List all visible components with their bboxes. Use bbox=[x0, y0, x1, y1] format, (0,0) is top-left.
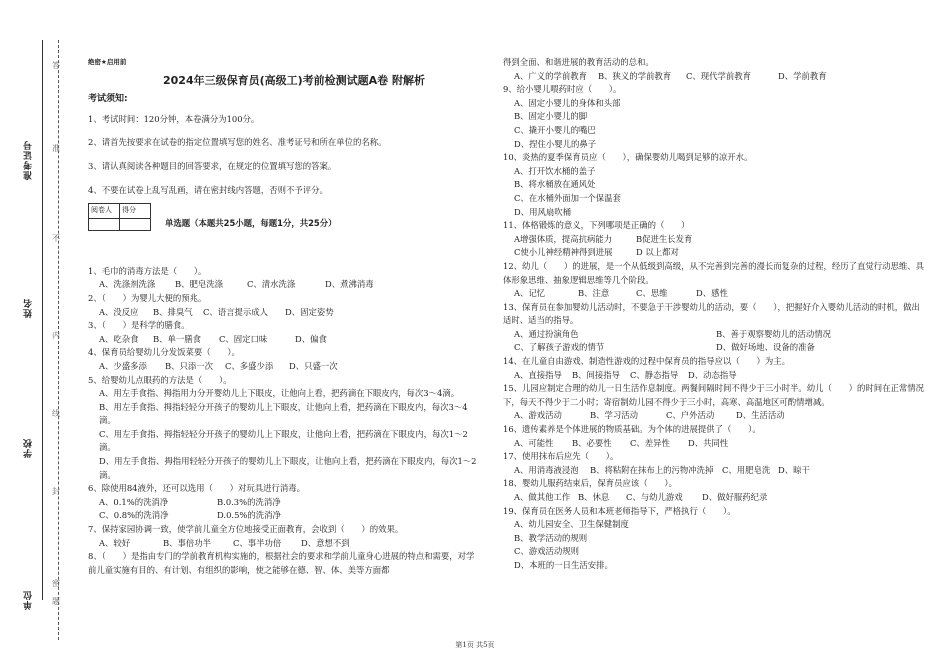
margin-hint: 封 bbox=[52, 487, 60, 496]
option: A、用左手食指、拇指用力分开婴幼儿上下眼皮，让他向上看，把药滴在下眼皮内，每次3～4滴。 bbox=[99, 388, 460, 399]
options: A、吃杂食 B、单一膳食 C、固定口味 D、偏食 bbox=[99, 333, 327, 344]
question: 15、儿园应制定合理的幼儿一日生活作息制度。两餐间隔时间不得少于三小时半。幼儿（ ）的时间在正常情况下，每天不得少于二小时；寄宿制幼儿园不得少于三小时，高寒、高温地区可酌情增减。 bbox=[503, 383, 925, 407]
score-blank[interactable] bbox=[120, 218, 151, 230]
options: A、可能性 B、必要性 C、差异性 D、共同性 bbox=[514, 437, 729, 448]
option: D、用风扇吹桶 bbox=[514, 206, 571, 217]
question: 5、给婴幼儿点眼药的方法是（ ）。 bbox=[88, 374, 232, 385]
notice-list bbox=[88, 113, 480, 197]
option: C、游戏活动规则 bbox=[514, 546, 580, 557]
options: C、0.8%的洗消净 D.0.5%的洗消净 bbox=[99, 510, 281, 521]
option: C、撬开小婴儿的嘴巴 bbox=[514, 124, 596, 135]
label-unit: 单位 bbox=[24, 590, 34, 610]
question: 8、（ ）是指由专门的学前教育机构实施的，根据社会的要求和学前儿童身心进展的特点和需要，对学前儿童实施有目的、有计划、有组织的影响，使之能够在德、智、体、美等方面都 bbox=[88, 551, 475, 575]
question: 16、遗传素养是个体进展的物质基础。为个体的进展提供了（ ）。 bbox=[503, 424, 761, 435]
question: 7、保持家园协调一致，使学前儿童全方位地接受正面教育，会收到（ ）的效果。 bbox=[88, 524, 404, 535]
options: A增强体质，提高抗病能力 B促进生长发育 bbox=[514, 233, 693, 244]
score-table bbox=[88, 203, 151, 231]
left-column bbox=[88, 56, 480, 577]
options: A、洗涤剂洗涤 B、肥皂洗涤 C、清水洗涤 D、煮沸消毒 bbox=[99, 279, 374, 290]
options: A、通过扮演角色 B、善于观察婴幼儿的活动情况 bbox=[514, 328, 832, 339]
notice-item: 2、请首先按要求在试卷的指定位置填写您的姓名、准考证号和所在单位的名称。 bbox=[88, 137, 387, 148]
option: A、固定小婴儿的身体和头部 bbox=[514, 97, 621, 108]
score-cell: 得分 bbox=[120, 204, 151, 219]
options: A、少盛多添 B、只添一次 C、多盛少添 D、只盛一次 bbox=[99, 360, 338, 371]
question: 14、在儿童自由游戏、制造性游戏的过程中保育员的指导应以（ ）为主。 bbox=[503, 356, 791, 367]
notice-item: 1、考试时间：120分钟，本卷满分为100分。 bbox=[88, 113, 260, 124]
section-heading: 单选题（本题共25小题，每题1分，共25分） bbox=[165, 218, 337, 229]
question: 17、使用抹布后应先（ ）。 bbox=[503, 451, 619, 462]
option: B、固定小婴儿的脚 bbox=[514, 111, 588, 122]
margin-hint: 内 bbox=[52, 331, 60, 340]
question: 11、体格锻炼的意义，下列哪项是正确的（ ） bbox=[503, 220, 690, 231]
options: A、直接指导 B、间接指导 C、静态指导 D、动态指导 bbox=[514, 369, 737, 380]
option: D、捏住小婴儿的鼻子 bbox=[514, 138, 597, 149]
grader-cell: 阅卷人 bbox=[89, 204, 120, 219]
right-column bbox=[503, 56, 925, 573]
option: C、在水桶外面加一个保温套 bbox=[514, 192, 621, 203]
options: A、广义的学前教育 B、狭义的学前教育 C、现代学前教育 D、学前教育 bbox=[514, 70, 827, 81]
options: A、0.1%的洗消净 B.0.3%的洗消净 bbox=[99, 496, 281, 507]
margin-hint: 密 bbox=[52, 579, 60, 588]
label-name: 姓名 bbox=[24, 298, 34, 318]
options: A、没反应 B、排臭气 C、语言提示成人 D、固定姿势 bbox=[99, 306, 334, 317]
margin-hint: 不 bbox=[52, 234, 60, 243]
label-school: 学校 bbox=[24, 438, 34, 458]
grader-blank[interactable] bbox=[89, 218, 120, 230]
question: 19、保育员在医务人员和本班老师指导下，严格执行（ ）。 bbox=[503, 505, 736, 516]
question: 9、给小婴儿喂药时应（ ）。 bbox=[503, 84, 622, 95]
binding-margin bbox=[0, 0, 62, 671]
page-title: 2024年三级保育员(高级工)考前检测试题A卷 附解析 bbox=[162, 73, 425, 87]
question: 3、（ ）是科学的膳食。 bbox=[88, 320, 190, 331]
score-row bbox=[88, 203, 480, 231]
options: C、了解孩子游戏的情节 D、做好场地、设备的准备 bbox=[514, 342, 815, 353]
question: 10、炎热的夏季保育员应（ ），确保婴幼儿喝到足够的凉开水。 bbox=[503, 152, 753, 163]
options: A、用消毒液浸泡 B、将粘附在抹布上的污物冲洗掉 C、用肥皂洗 D、晾干 bbox=[514, 464, 810, 475]
margin-hint: 线 bbox=[52, 409, 60, 418]
options: A、做其他工作 B、休息 C、与幼儿游戏 D、做好服药纪录 bbox=[514, 492, 768, 502]
question-continued: 得到全面、和谐进展的教育活动的总和。 bbox=[503, 57, 654, 67]
margin-hint: 答 bbox=[52, 61, 60, 70]
option: D、本班的一日生活安排。 bbox=[514, 559, 613, 570]
label-exam-number: 准考证号 bbox=[24, 140, 34, 180]
secret-mark: 绝密★启用前 bbox=[88, 58, 127, 66]
question: 4、保育员给婴幼儿分发饭菜要（ ）。 bbox=[88, 347, 240, 358]
margin-hint: 题 bbox=[52, 597, 60, 606]
options: A、较好 B、事倍功半 C、事半功倍 D、意想不到 bbox=[99, 537, 350, 548]
options: A、记忆 B、注意 C、思维 D、感性 bbox=[514, 288, 728, 299]
option: B、教学活动的规则 bbox=[514, 532, 588, 543]
margin-hint: 准 bbox=[52, 144, 60, 153]
question: 1、毛巾的消毒方法是（ ）。 bbox=[88, 265, 207, 276]
options: A、游戏活动 B、学习活动 C、户外活动 D、生活活动 bbox=[514, 410, 785, 421]
question: 2、（ ）为婴儿大便的预兆。 bbox=[88, 292, 207, 303]
notice-item: 3、请认真阅读各种题目的回答要求，在规定的位置填写您的答案。 bbox=[88, 160, 337, 171]
margin-line bbox=[42, 40, 43, 600]
notice-heading: 考试须知: bbox=[88, 94, 128, 105]
option: A、幼儿园安全、卫生保健制度 bbox=[514, 519, 629, 530]
option: C、用左手食指、拇指轻轻分开孩子的婴幼儿上下眼皮，让他向上看，把药滴在下眼皮内，每次1～2滴。 bbox=[99, 428, 468, 453]
question: 13、保育员在参加婴幼儿活动时，不要急于干涉婴幼儿的活动，要（ ），把握好介入婴幼儿活动的时机，做出适时、适当的指导。 bbox=[503, 301, 920, 326]
option: D、用左手食指、拇指用轻轻分开孩子的婴幼儿上下眼皮，让他向上看，把药滴在下眼皮内，每次1～2滴。 bbox=[99, 456, 477, 480]
option: B、用左手食指、拇指轻轻分开孩子的婴幼儿上下眼皮，让他向上看，把药滴在下眼皮内，每次3～4滴。 bbox=[99, 401, 468, 426]
question: 18、婴幼儿服药结束后，保育员应该（ ）。 bbox=[503, 478, 677, 489]
question: 12、幼儿（ ）的进展，是一个从低级到高级，从不完善到完善的漫长而复杂的过程，经历了直觉行动思维、具体形象思维、抽象逻辑思维等几个阶段。 bbox=[503, 260, 925, 285]
notice-item: 4、不要在试卷上乱写乱画，请在密封线内答题，否则不予评分。 bbox=[88, 184, 328, 195]
option: B、将水桶放在通风处 bbox=[514, 179, 596, 190]
option: A、打开饮水桶的盖子 bbox=[514, 165, 596, 176]
options: C使小儿神经精神得到进展 D 以上都对 bbox=[514, 247, 679, 258]
page-footer: 第1页 共5页 bbox=[455, 641, 495, 649]
question: 6、除使用84液外，还可以选用（ ）对玩具进行消毒。 bbox=[88, 483, 305, 494]
